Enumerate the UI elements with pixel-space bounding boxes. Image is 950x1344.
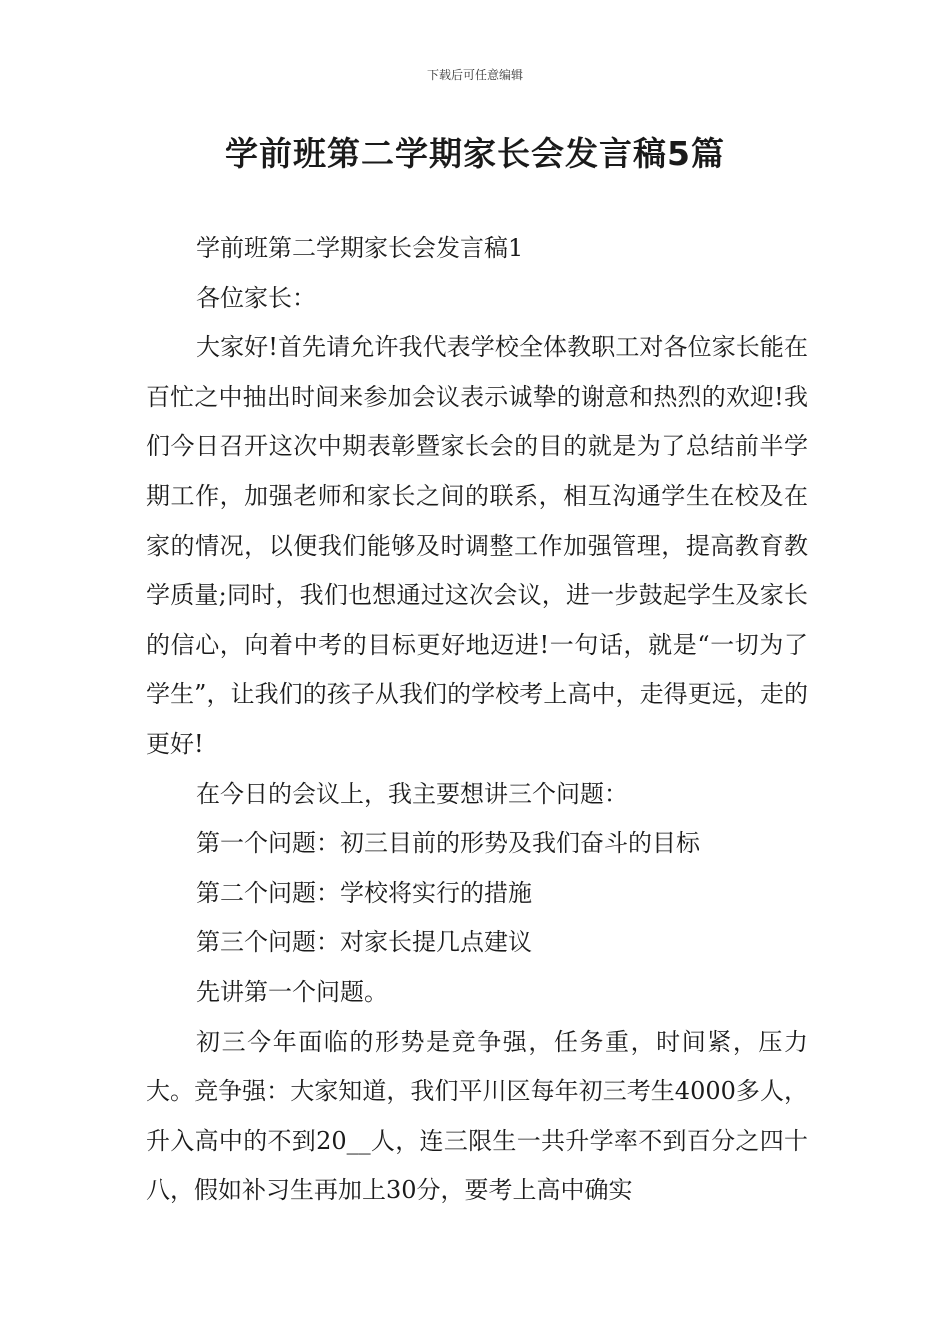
- paragraph-greeting: 各位家长：: [196, 283, 316, 312]
- paragraph-subtitle: 学前班第二学期家长会发言稿1: [196, 234, 524, 262]
- paragraph-intro: 大家好!首先请允许我代表学校全体教职工对各位家长能在百忙之中抽出时间来参加会议表示诚挚的谢意和热烈的欢迎!我们今日召开这次中期表彰暨家长会的目的就是为了总结前半学期工作，加强老师和家长之间的联系，相互沟通学生在校及在家的情况，以便我们能够及时调整工作加强管理，提高教育教学质量;同时，我们也想通过这次会议，进一步鼓起学生及家长的信心，向着中考的目标更好地迈进!一句话，就是“一切为了学生”，让我们的孩子从我们的学校考上高中，走得更远，走的更好!: [146, 333, 808, 758]
- document-body: [146, 224, 808, 1216]
- paragraph-topic-1: 第一个问题：初三目前的形势及我们奋斗的目标: [196, 829, 700, 858]
- paragraph-situation: 初三今年面临的形势是竞争强，任务重，时间紧，压力大。竞争强：大家知道，我们平川区每年初三考生4000多人，升入高中的不到20__人，连三限生一共升学率不到百分之四十八，假如补习生再加上30分，要考上高中确实: [146, 1027, 808, 1205]
- paragraph-topic-3: 第三个问题：对家长提几点建议: [196, 928, 532, 957]
- paragraph-first-topic: 先讲第一个问题。: [196, 977, 388, 1006]
- paragraph-topics-lead: 在今日的会议上，我主要想讲三个问题：: [196, 779, 628, 808]
- header-note: 下载后可任意编辑: [426, 68, 523, 82]
- document-title: 学前班第二学期家长会发言稿5篇: [225, 134, 725, 173]
- paragraph-topic-2: 第二个问题：学校将实行的措施: [196, 878, 532, 907]
